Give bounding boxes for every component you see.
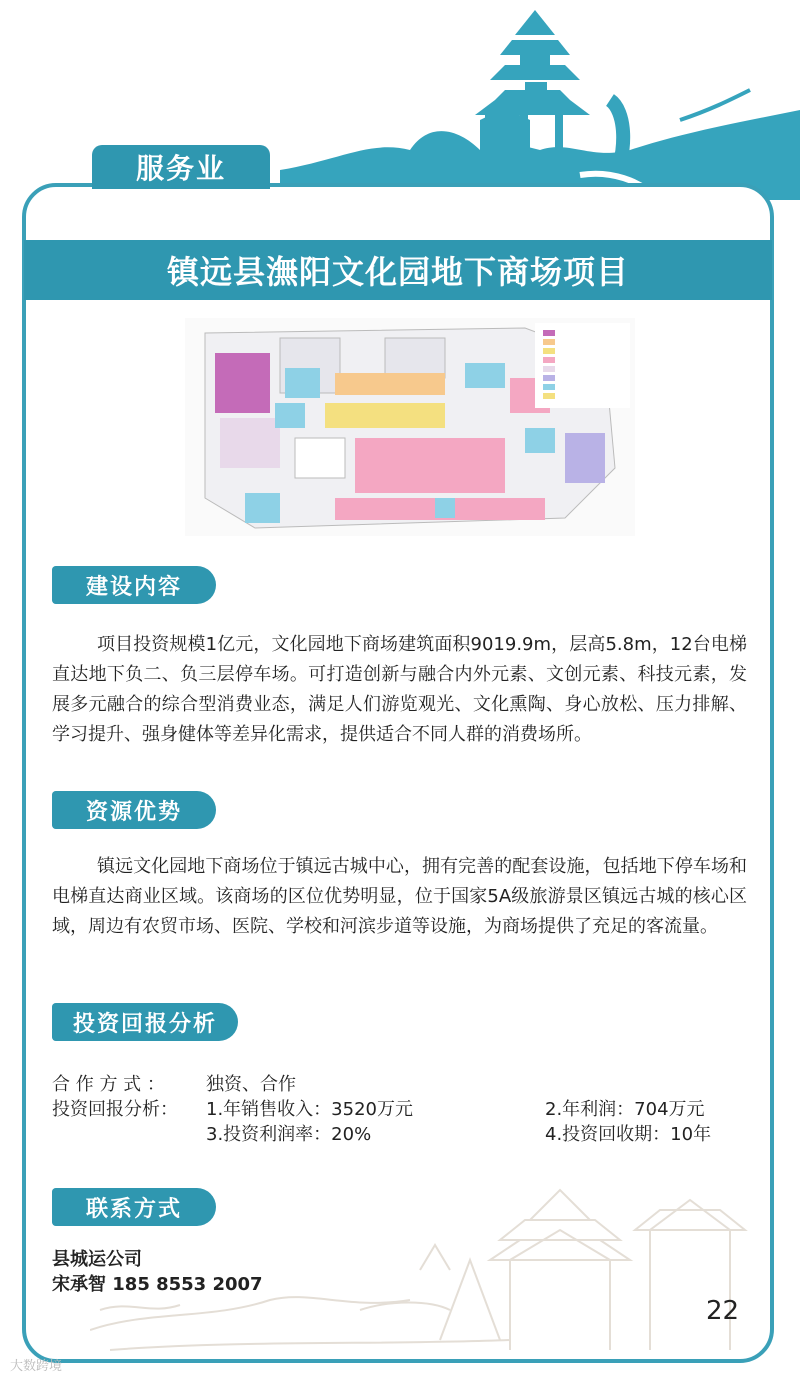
floor-plan-image	[185, 318, 635, 536]
return-analysis-label: 投资回报分析：	[52, 1099, 178, 1120]
section-heading-build: 建设内容	[52, 566, 216, 604]
return-item-rate: 3.投资利润率：20%	[206, 1124, 372, 1145]
category-tab: 服务业	[92, 145, 270, 189]
contact-person-phone: 宋承智 185 8553 2007	[52, 1274, 263, 1295]
section-text-advantage: 镇远文化园地下商场位于镇远古城中心，拥有完善的配套设施，包括地下停车场和电梯直达商业区域。该商场的区位优势明显，位于国家5A级旅游景区镇远古城的核心区域，周边有农贸市场、医院、学校和河滨步道等设施，为商场提供了充足的客流量。	[52, 856, 747, 937]
section-heading-return: 投资回报分析	[52, 1003, 238, 1041]
section-heading-contact: 联系方式	[52, 1188, 216, 1226]
pagoda-boat-decoration	[90, 1150, 770, 1360]
coop-value: 独资、合作	[206, 1074, 296, 1095]
section-heading-advantage: 资源优势	[52, 791, 216, 829]
watermark-text: 大数跨境	[10, 1359, 63, 1374]
return-item-profit: 2.年利润：704万元	[545, 1099, 705, 1120]
contact-org: 县城运公司	[52, 1249, 142, 1270]
return-item-payback: 4.投资回收期：10年	[545, 1124, 712, 1145]
return-item-sales: 1.年销售收入：3520万元	[206, 1099, 413, 1120]
page-number: 22	[706, 1296, 740, 1326]
section-text-build: 项目投资规模1亿元，文化园地下商场建筑面积9019.9m，层高5.8m，12台电梯直达地下负二、负三层停车场。可打造创新与融合内外元素、文创元素、科技元素，发展多元融合的综合型消费业态，满足人们游览观光、文化熏陶、身心放松、压力排解、学习提升、强身健体等差异化需求，提供适合不同人群的消费场所。	[52, 634, 747, 745]
page-title: 镇远县潕阳文化园地下商场项目	[24, 240, 772, 300]
coop-label: 合 作 方 式 ：	[52, 1074, 165, 1095]
